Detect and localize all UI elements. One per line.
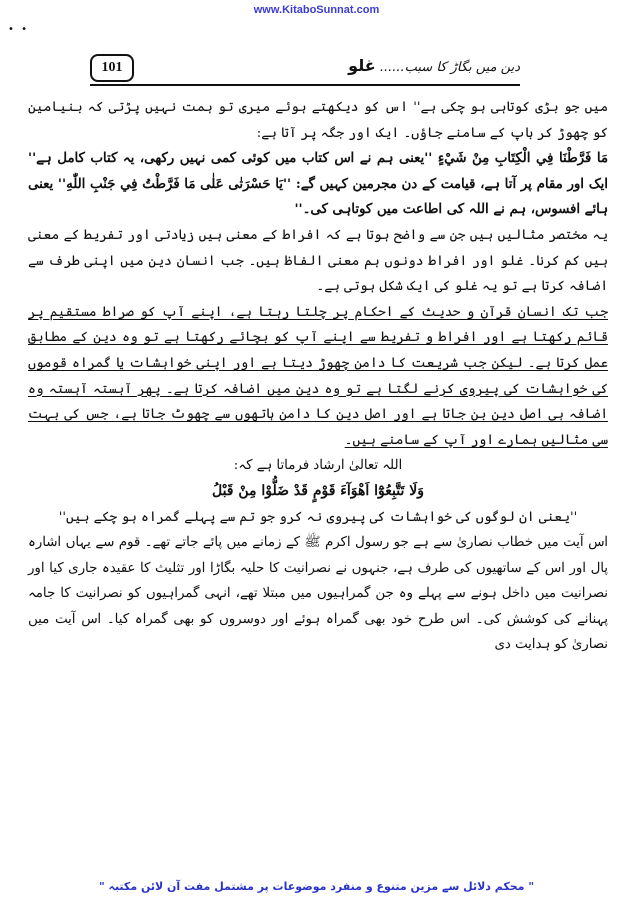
page-header	[90, 50, 520, 86]
paragraph-underlined: جب تک انسان قرآن و حدیث کے احکام پر چلتا رہتا ہے، اپنے آپ کو صراط مستقیم پر قائم رکھتا ہے اور افراط و تفریط سے اپنے آپ کو بچائے رکھتا ہے تو وہ دین کے مطابق عمل کرتا ہے۔ لیکن جب شریعت کا دامن چھوڑ دیتا ہے اور اپنی خواہشات یا گمراہ قوموں کی خواہشات کی پیروی کرنے لگتا ہے تو وہ دین میں اضافہ کرتا ہے۔ پھر آہستہ آہستہ وہ اضافہ ہی اصل دین بن جاتا ہے اور اصل دین کا دامن ہاتھوں سے چھوٹ جاتا ہے، جس کی بہت سی مثالیں ہمارے اور آپ کے سامنے ہیں۔	[28, 304, 608, 448]
page-body	[28, 95, 608, 658]
verse-translation: ''یعنی ان لوگوں کی خواہشات کی پیروی نہ کرو جو تم سے پہلے گمراہ ہو چکے ہیں''	[58, 509, 578, 525]
footer-tagline: " محکم دلائل سے مزین متنوع و منفرد موضوعات پر مشتمل مفت آن لائن مکتبہ "	[98, 880, 535, 893]
page-number: 101	[90, 54, 134, 82]
running-title-text: دین میں بگاڑ کا سبب......	[379, 60, 520, 75]
paragraph: اس آیت میں خطاب نصاریٰ سے ہے جو رسول اکرم ﷺ کے زمانے میں پائے جاتے تھے۔ قوم سے یہاں اشارہ پال اور اس کے ساتھیوں کی طرف ہے، جنہوں نے نصرانیت کا حلیہ بگاڑا اور تثلیث کا عقیدہ جاری کیا اور نصرانیت میں داخل ہونے سے پہلے وہ جن گمراہیوں میں مبتلا تھے، انہی گمراہیوں کو نصرانیت کا جامہ پہنانے کی کوشش کی۔ اس طرح خود بھی گمراہ ہوئے اور دوسروں کو بھی گمراہ کیا۔ اس آیت میں نصاریٰ کو ہدایت دی	[28, 535, 608, 653]
verse-intro: اللہ تعالیٰ ارشاد فرماتا ہے کہ:	[233, 458, 403, 474]
paragraph-definition: یہ مختصر مثالیں ہیں جن سے واضح ہوتا ہے کہ افراط کے معنی ہیں زیادتی اور تفریط کے معنی ہیں کم کرنا۔ غلو اور افراط دونوں ہم معنی الفاظ ہیں۔ جب انسان دین میں اپنی طرف سے اضافہ کرتا ہے تو یہ غلو کی ایک شکل ہوتی ہے۔	[28, 227, 608, 295]
corner-mark: • •	[8, 24, 29, 35]
paragraph: میں جو بڑی کوتاہی ہو چکی ہے'' اس کو دیکھتے ہوئے میری تو ہمت نہیں پڑتی کہ بنیامین کو چھوڑ کر باپ کے سامنے جاؤں۔ ایک اور جگہ پر آتا ہے:	[28, 100, 608, 141]
paragraph-quran-quote: مَا فَرَّطْنَا فِي الْكِتَابِ مِنْ شَيْءٍ ''یعنی ہم نے اس کتاب میں کوئی کمی نہیں رکھی، یہ کتاب کامل ہے'' ایک اور مقام پر آتا ہے، قیامت کے دن مجرمین کہیں گے: ''يَا حَسْرَتٰى عَلٰى مَا فَرَّطْتُ فِي جَنْبِ اللّٰهِ'' یعنی ہائے افسوس، ہم نے اللہ کی اطاعت میں کوتاہی کی۔''	[28, 151, 608, 218]
running-title	[348, 56, 520, 75]
site-url[interactable]: www.KitaboSunnat.com	[253, 4, 380, 16]
quran-verse: وَلَا تَتَّبِعُوْٓا اَهْوَآءَ قَوْمٍ قَدْ ضَلُّوْا مِنْ قَبْلُ	[211, 482, 425, 499]
running-title-bold: غلو	[348, 56, 376, 75]
